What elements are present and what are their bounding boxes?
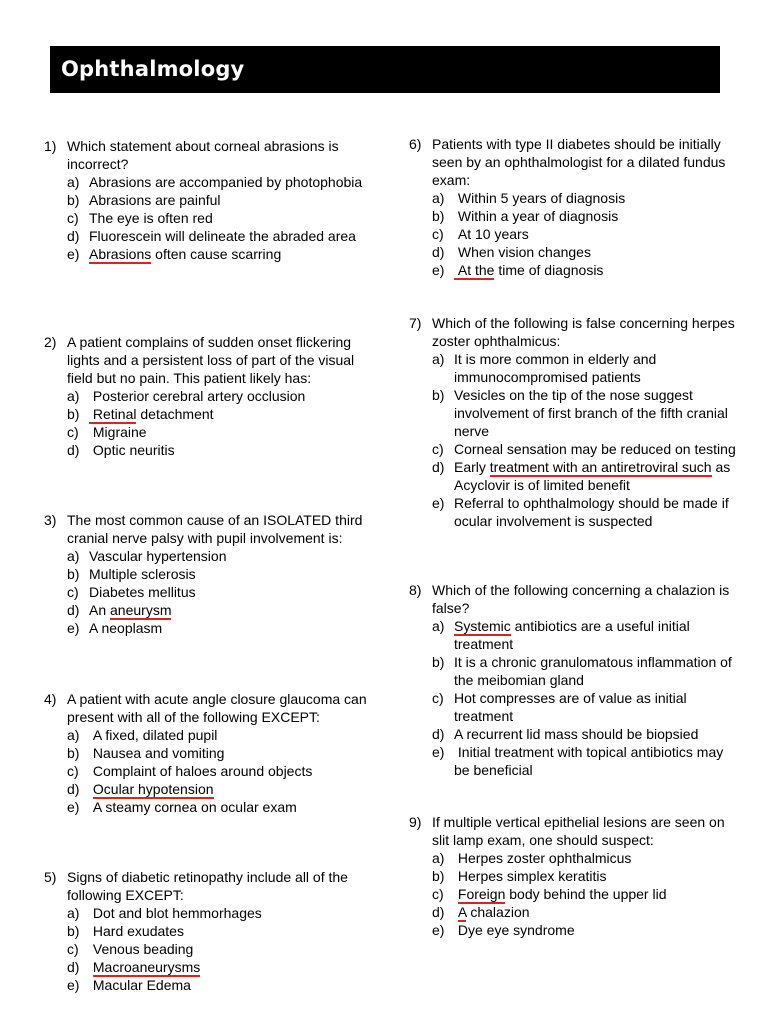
answer-option (44, 387, 379, 405)
option-text: It is a chronic granulomatous inflammation of the meibomian gland (454, 654, 736, 688)
question-stem (44, 511, 379, 547)
question-6 (409, 135, 739, 279)
answer-option (409, 725, 739, 743)
answer-options (409, 189, 739, 279)
answer-option (409, 386, 739, 440)
question-number: 3) (44, 512, 57, 528)
spellcheck-underlined-text: Systemic (454, 618, 511, 634)
question-8 (409, 581, 739, 779)
option-text: Within a year of diagnosis (454, 208, 619, 224)
question-text: The most common cause of an ISOLATED third cranial nerve palsy with pupil involvement is: (67, 512, 363, 546)
page-title: Ophthalmology (61, 57, 245, 81)
answer-option (44, 762, 379, 780)
option-letter: c) (432, 226, 444, 242)
answer-option (409, 440, 739, 458)
answer-option (44, 209, 379, 227)
question-number: 1) (44, 138, 57, 154)
option-text: A neoplasm (89, 620, 163, 636)
answer-option (409, 350, 739, 386)
answer-option (44, 976, 379, 994)
option-text: A steamy cornea on ocular exam (89, 799, 297, 815)
question-stem (44, 690, 379, 726)
question-stem (409, 581, 739, 617)
answer-option (409, 867, 739, 885)
title-banner (50, 46, 720, 93)
option-text: A recurrent lid mass should be biopsied (454, 726, 699, 742)
option-text: The eye is often red (89, 210, 213, 226)
answer-option (409, 243, 739, 261)
option-letter: c) (432, 441, 444, 457)
question-number: 2) (44, 334, 57, 350)
answer-option (44, 726, 379, 744)
answer-options (44, 726, 379, 816)
option-text: Venous beading (89, 941, 194, 957)
answer-option (409, 743, 739, 779)
answer-option (44, 173, 379, 191)
option-letter: b) (67, 745, 80, 761)
option-text: time of diagnosis (494, 262, 604, 278)
option-letter: a) (67, 388, 80, 404)
answer-options (44, 173, 379, 263)
option-letter: d) (432, 904, 445, 920)
answer-option (44, 958, 379, 976)
option-text: Complaint of haloes around objects (89, 763, 313, 779)
spellcheck-underlined-text: Foreign (457, 886, 506, 902)
question-1 (44, 137, 379, 263)
option-letter: d) (432, 244, 445, 260)
answer-option (44, 547, 379, 565)
option-letter: e) (432, 744, 445, 760)
option-letter: a) (67, 548, 80, 564)
answer-option (409, 261, 739, 279)
option-text: When vision changes (454, 244, 591, 260)
question-2 (44, 333, 379, 459)
answer-option (44, 940, 379, 958)
question-stem (44, 137, 379, 173)
spellcheck-underlined-text: A (457, 904, 467, 920)
option-letter: c) (67, 210, 79, 226)
spellcheck-underlined-text: treatment with an antiretroviral such (489, 459, 712, 475)
option-letter: c) (67, 424, 79, 440)
option-letter: b) (67, 192, 80, 208)
option-text: often cause scarring (151, 246, 282, 262)
option-letter: c) (67, 941, 79, 957)
answer-option (44, 904, 379, 922)
option-letter: a) (432, 850, 445, 866)
option-letter: a) (432, 351, 445, 367)
answer-option (409, 903, 739, 921)
option-letter: e) (67, 799, 80, 815)
option-letter: c) (432, 690, 444, 706)
answer-options (44, 547, 379, 637)
option-text: Abrasions are accompanied by photophobia (89, 174, 363, 190)
question-9 (409, 813, 739, 939)
option-text: Referral to ophthalmology should be made if ocular involvement is suspected (454, 495, 733, 529)
option-text: Multiple sclerosis (89, 566, 196, 582)
option-text: It is more common in elderly and immunocompromised patients (454, 351, 661, 385)
option-letter: e) (432, 262, 445, 278)
question-text: Which of the following is false concerning herpes zoster ophthalmicus: (432, 315, 735, 349)
option-letter: d) (67, 442, 80, 458)
answer-options (44, 904, 379, 994)
option-letter: a) (432, 618, 445, 634)
option-letter: d) (67, 602, 80, 618)
answer-option (44, 601, 379, 619)
answer-option (44, 744, 379, 762)
option-text: Early (454, 459, 490, 475)
question-stem (44, 333, 379, 387)
option-text: Abrasions are painful (89, 192, 221, 208)
spellcheck-underlined-text: Retinal (89, 406, 137, 422)
option-text: Dot and blot hemmorhages (89, 905, 262, 921)
answer-option (409, 921, 739, 939)
option-letter: d) (67, 959, 80, 975)
option-text: Fluorescein will delineate the abraded area (89, 228, 356, 244)
question-number: 8) (409, 582, 422, 598)
question-text: If multiple vertical epithelial lesions are seen on slit lamp exam, one should suspect: (432, 814, 725, 848)
option-text: Hard exudates (89, 923, 184, 939)
answer-option (409, 207, 739, 225)
answer-option (44, 583, 379, 601)
question-3 (44, 511, 379, 637)
answer-option (44, 441, 379, 459)
question-text: A patient with acute angle closure glaucoma can present with all of the following EXCEPT: (67, 691, 367, 725)
option-letter: d) (432, 726, 445, 742)
option-letter: e) (67, 246, 80, 262)
option-letter: c) (67, 584, 79, 600)
option-text: Corneal sensation may be reduced on testing (454, 441, 736, 457)
answer-options (44, 387, 379, 459)
option-text: Dye eye syndrome (454, 922, 575, 938)
answer-option (44, 245, 379, 263)
option-text: detachment (136, 406, 214, 422)
option-text: Vesicles on the tip of the nose suggest involvement of first branch of the fifth cranial nerve (454, 387, 732, 439)
question-text: A patient complains of sudden onset flickering lights and a persistent loss of part of the visual field but no pain. This patient likely has: (67, 334, 355, 386)
question-number: 9) (409, 814, 422, 830)
option-letter: a) (67, 727, 80, 743)
option-letter: b) (67, 923, 80, 939)
option-text: body behind the upper lid (505, 886, 667, 902)
option-text: Macular Edema (89, 977, 191, 993)
question-stem (409, 813, 739, 849)
option-text: Hot compresses are of value as initial treatment (454, 690, 691, 724)
question-text: Which of the following concerning a chalazion is false? (432, 582, 730, 616)
option-letter: a) (67, 174, 80, 190)
answer-option (44, 405, 379, 423)
option-text: At 10 years (454, 226, 529, 242)
answer-option (409, 458, 739, 494)
option-text: Herpes simplex keratitis (454, 868, 607, 884)
option-letter: b) (67, 406, 80, 422)
answer-option (409, 653, 739, 689)
option-letter: b) (432, 208, 445, 224)
option-letter: c) (67, 763, 79, 779)
option-letter: b) (432, 387, 445, 403)
question-stem (44, 868, 379, 904)
option-text: Herpes zoster ophthalmicus (454, 850, 632, 866)
option-letter: d) (432, 459, 445, 475)
answer-option (409, 494, 739, 530)
spellcheck-underlined-text: At the (454, 262, 495, 278)
question-text: Which statement about corneal abrasions is incorrect? (67, 138, 339, 172)
question-number: 6) (409, 136, 422, 152)
option-letter: d) (67, 228, 80, 244)
question-stem (409, 314, 739, 350)
question-5 (44, 868, 379, 994)
answer-options (409, 849, 739, 939)
answer-option (44, 423, 379, 441)
option-letter: b) (432, 868, 445, 884)
option-text: antibiotics are a useful initial treatment (454, 618, 694, 652)
option-text: Nausea and vomiting (89, 745, 225, 761)
answer-option (409, 849, 739, 867)
answer-option (44, 798, 379, 816)
spellcheck-underlined-text: Macroaneurysms (92, 959, 201, 975)
option-letter: a) (67, 905, 80, 921)
option-text: Migraine (89, 424, 147, 440)
option-letter: e) (432, 922, 445, 938)
question-text: Signs of diabetic retinopathy include all of the following EXCEPT: (67, 869, 348, 903)
answer-option (409, 225, 739, 243)
option-text: Vascular hypertension (89, 548, 227, 564)
answer-options (409, 617, 739, 779)
answer-option (409, 689, 739, 725)
option-letter: e) (67, 977, 80, 993)
option-letter: c) (432, 886, 444, 902)
question-number: 7) (409, 315, 422, 331)
answer-options (409, 350, 739, 530)
option-text: Diabetes mellitus (89, 584, 196, 600)
option-letter: a) (432, 190, 445, 206)
option-letter: e) (432, 495, 445, 511)
option-text: Within 5 years of diagnosis (454, 190, 626, 206)
question-stem (409, 135, 739, 189)
answer-option (409, 189, 739, 207)
answer-option (409, 885, 739, 903)
answer-option (44, 227, 379, 245)
option-text: as Acyclovir is of limited benefit (454, 459, 734, 493)
question-7 (409, 314, 739, 530)
spellcheck-underlined-text: Abrasions (89, 246, 152, 262)
spellcheck-underlined-text: aneurysm (110, 602, 172, 618)
option-text: A fixed, dilated pupil (89, 727, 218, 743)
option-letter: b) (67, 566, 80, 582)
option-text: Initial treatment with topical antibiotics may be beneficial (454, 744, 728, 778)
option-text: Posterior cerebral artery occlusion (89, 388, 306, 404)
option-letter: b) (432, 654, 445, 670)
question-text: Patients with type II diabetes should be initially seen by an ophthalmologist for a dilated fundus exam: (432, 136, 726, 188)
question-number: 5) (44, 869, 57, 885)
question-4 (44, 690, 379, 816)
option-text: An (89, 602, 111, 618)
answer-option (44, 922, 379, 940)
answer-option (44, 780, 379, 798)
answer-option (44, 619, 379, 637)
option-letter: e) (67, 620, 80, 636)
option-text: Optic neuritis (89, 442, 175, 458)
answer-option (44, 191, 379, 209)
answer-option (409, 617, 739, 653)
option-text: chalazion (466, 904, 530, 920)
spellcheck-underlined-text: Ocular hypotension (92, 781, 214, 797)
answer-option (44, 565, 379, 583)
option-letter: d) (67, 781, 80, 797)
question-number: 4) (44, 691, 57, 707)
